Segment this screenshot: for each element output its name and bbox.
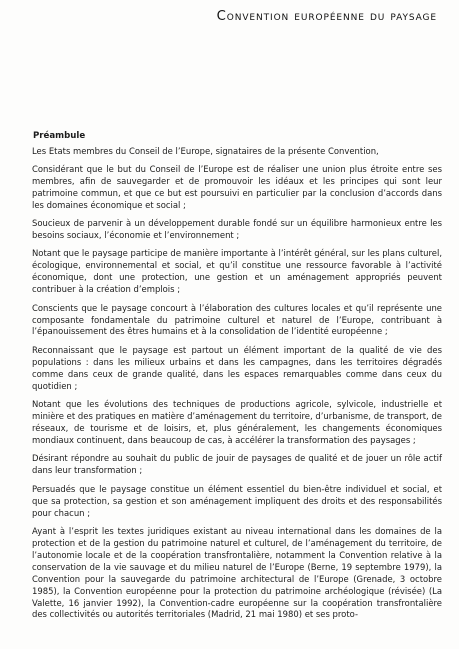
- paragraph-notant-evolutions: Notant que les évolutions des techniques de productions agricole, sylvicole, industrielle et minière et des pratiques en matière d’aménagement du territoire, d’urbanisme, de transport, de réseaux, de tourisme et de loisirs, et, plus généralement, les changements économiques mondiaux continuent, dans beaucoup de cas, à accélérer la transformation des paysages ;: [32, 399, 442, 445]
- paragraph-persuades: Persuadés que le paysage constitue un élément essentiel du bien-être individuel et social, et que sa protection, sa gestion et son aménagement impliquent des droits et des responsabilités pour chacun ;: [32, 483, 442, 518]
- section-heading: Préambule: [33, 131, 86, 141]
- paragraph-intro: Les Etats membres du Conseil de l’Europe, signataires de la présente Convention,: [32, 145, 379, 156]
- paragraph-ayant: Ayant à l’esprit les textes juridiques existant au niveau international dans les domaines de la protection et de la gestion du patrimoine naturel et culturel, de l’aménagement du territoire, de l’autonomie locale et de la coopération transfrontalière, notamment la Convention relative à la conservation de la vie sauvage et du milieu naturel de l’Europe (Berne, 19 septembre 1979), la Convention pour la sauvegarde du patrimoine architectural de l’Europe (Grenade, 3 octobre 1985), la Convention européenne pour la protection du patrimoine archéologique (révisée) (La Valette, 16 janvier 1992), la Convention-cadre européenne sur la coopération transfrontalière des collectivités ou autorités territoriales (Madrid, 21 mai 1980) et ses proto-: [32, 526, 442, 620]
- paragraph-desirant: Désirant répondre au souhait du public de jouir de paysages de qualité et de jouer un rôle actif dans leur transformation ;: [32, 453, 442, 476]
- document-title: Convention européenne du paysage: [216, 9, 437, 24]
- document-body: [32, 131, 442, 628]
- paragraph-considerant: Considérant que le but du Conseil de l’Europe est de réaliser une union plus étroite entre ses membres, afin de sauvegarder et de promouvoir les idéaux et les principes qui sont leur patrimoine commun, et que ce but est poursuivi en particulier par la conclusion d’accords dans les domaines économique et social ;: [32, 163, 442, 210]
- paragraph-notant-interet: Notant que le paysage participe de manière importante à l’intérêt général, sur les plans culturel, écologique, environnemental et social, et qu’il constitue une ressource favorable à l’activité économique, dont une protection, une gestion et un aménagement appropriés peuvent contribuer à la création d’emplois ;: [32, 248, 442, 295]
- paragraph-conscients: Conscients que le paysage concourt à l’élaboration des cultures locales et qu’il représente une composante fondamentale du patrimoine culturel et naturel de l’Europe, contribuant à l’épanouissement des êtres humains et à la consolidation de l’identité européenne ;: [32, 302, 442, 337]
- paragraph-reconnaissant: Reconnaissant que le paysage est partout un élément important de la qualité de vie des populations : dans les milieux urbains et dans les campagnes, dans les territoires dégradés comme dans ceux de grande qualité, dans les espaces remarquables comme dans ceux du quotidien ;: [32, 344, 442, 391]
- paragraph-soucieux: Soucieux de parvenir à un développement durable fondé sur un équilibre harmonieux entre les besoins sociaux, l’économie et l’environnement ;: [32, 218, 442, 240]
